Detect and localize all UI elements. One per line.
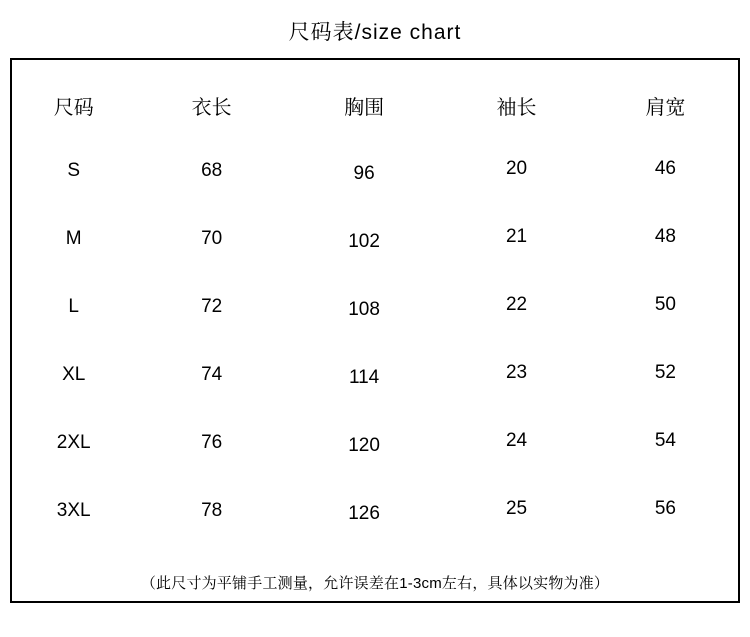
table-row [12, 477, 738, 545]
table-row [12, 273, 738, 341]
column-header-bust: 胸围 [344, 96, 385, 119]
cell-size: L [68, 296, 79, 317]
cell-length: 72 [201, 296, 223, 317]
cell-shoulder: 50 [654, 294, 676, 315]
cell-bust: 108 [348, 299, 380, 320]
cell-sleeve: 25 [505, 498, 528, 519]
cell-shoulder: 46 [654, 158, 676, 179]
cell-size: M [65, 228, 82, 249]
cell-sleeve: 23 [505, 362, 528, 383]
cell-bust: 120 [348, 435, 380, 456]
cell-length: 78 [201, 500, 223, 521]
cell-size: XL [62, 364, 86, 385]
table-row [12, 341, 738, 409]
column-header-sleeve: 袖长 [496, 96, 537, 119]
table-row [12, 205, 738, 273]
cell-shoulder: 48 [654, 226, 676, 247]
cell-length: 70 [201, 228, 223, 249]
cell-bust: 102 [348, 231, 380, 252]
cell-bust: 96 [353, 163, 375, 184]
cell-shoulder: 52 [654, 362, 676, 383]
cell-length: 74 [201, 364, 223, 385]
table-body [12, 137, 738, 545]
size-table-frame [10, 58, 740, 603]
column-header-length: 衣长 [191, 96, 232, 119]
column-header-size: 尺码 [53, 96, 94, 119]
cell-length: 68 [201, 160, 223, 181]
column-header-shoulder: 肩宽 [645, 96, 686, 119]
page-title: 尺码表/size chart [288, 21, 462, 44]
table-header [12, 60, 738, 137]
cell-size: 2XL [56, 432, 91, 453]
cell-length: 76 [201, 432, 223, 453]
cell-size: 3XL [56, 500, 91, 521]
cell-bust: 126 [348, 503, 380, 524]
cell-shoulder: 56 [654, 498, 676, 519]
table-header-row [12, 60, 738, 137]
measurement-note: （此尺寸为平铺手工测量，允许误差在1-3cm左右，具体以实物为准） [140, 575, 610, 592]
cell-sleeve: 20 [505, 158, 528, 179]
size-table [12, 60, 738, 545]
table-row [12, 137, 738, 205]
cell-bust: 114 [348, 367, 380, 388]
table-row [12, 409, 738, 477]
cell-sleeve: 21 [505, 226, 528, 247]
cell-sleeve: 22 [505, 294, 528, 315]
cell-size: S [67, 160, 81, 181]
cell-shoulder: 54 [654, 430, 676, 451]
cell-sleeve: 24 [505, 430, 528, 451]
